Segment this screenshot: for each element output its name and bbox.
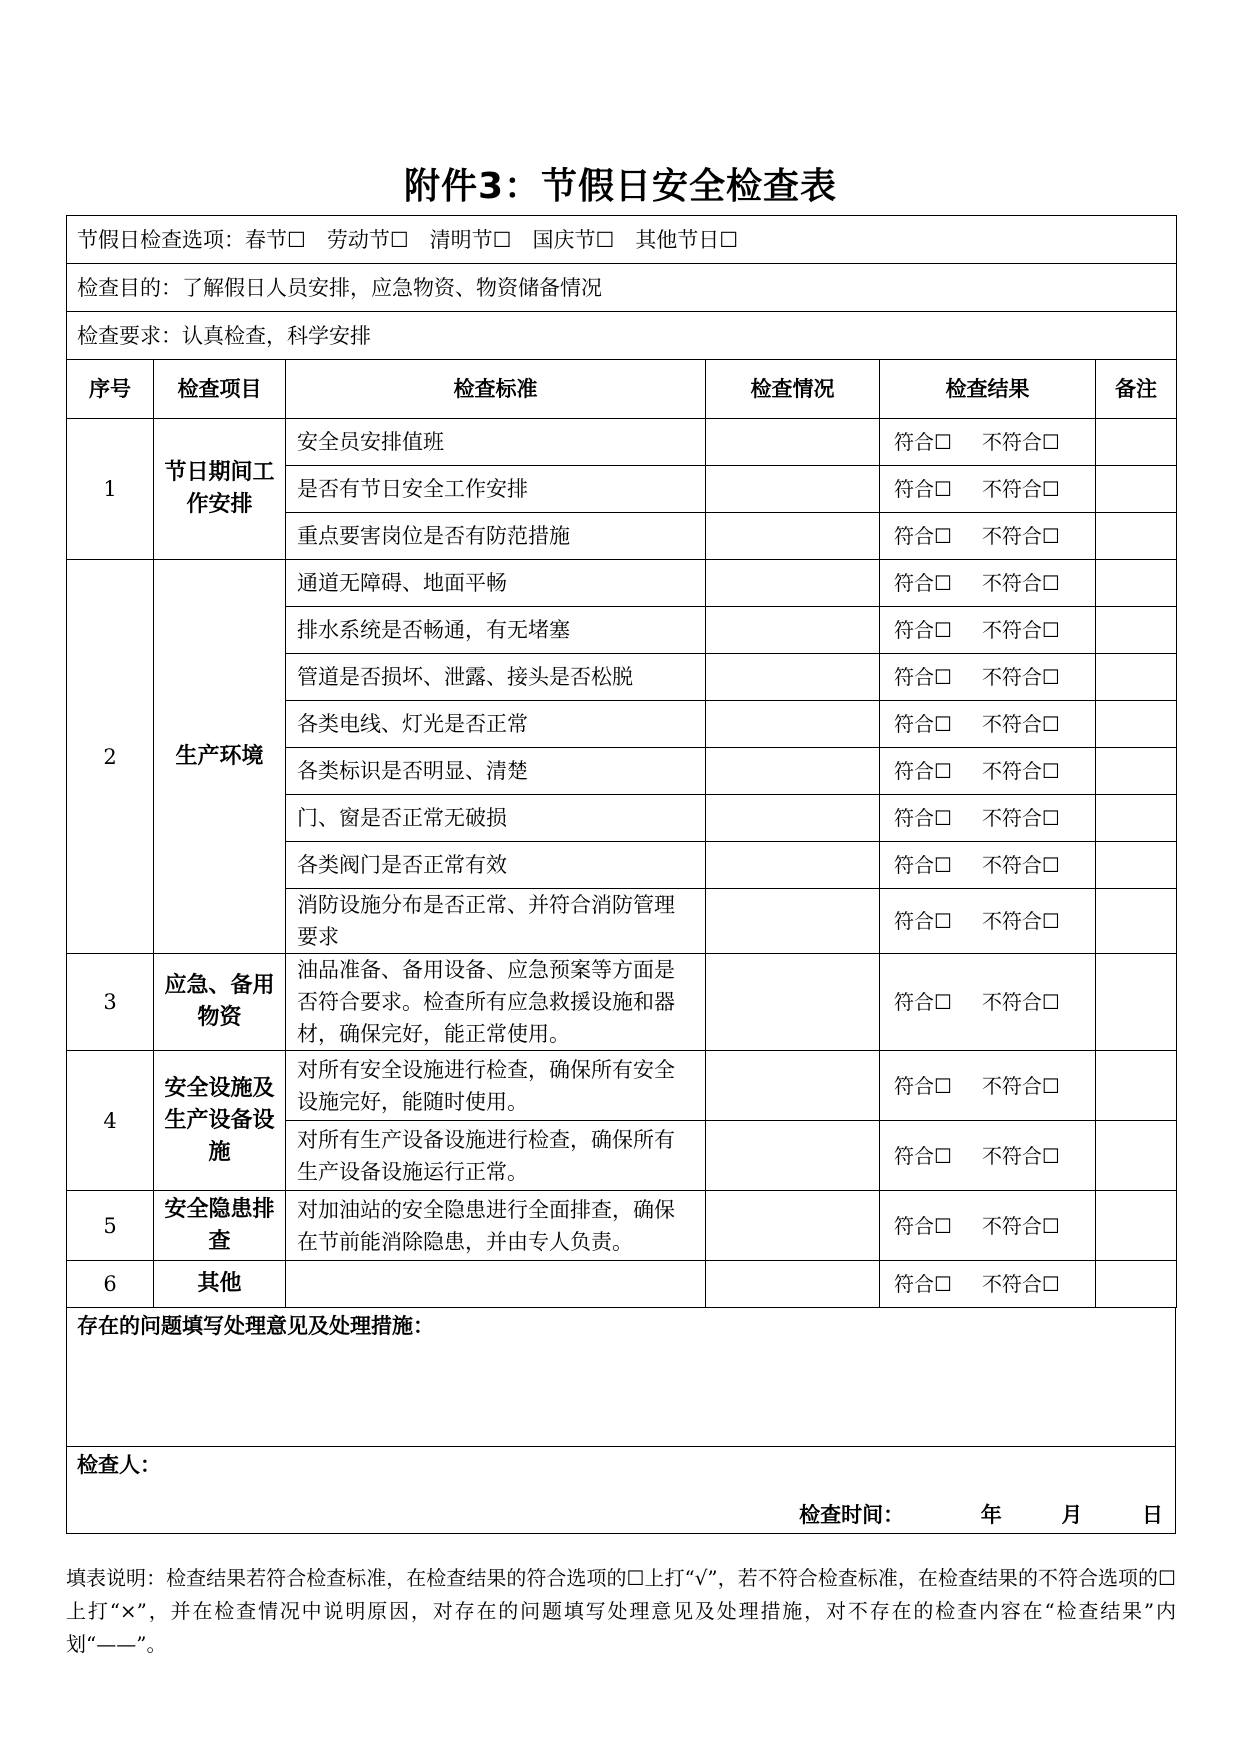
row-standard: 门、窗是否正常无破损 — [286, 795, 706, 842]
row-situation-field[interactable] — [706, 560, 880, 607]
result-ok-checkbox[interactable]: 符合☐ — [894, 712, 952, 736]
table-row — [67, 1261, 1177, 1308]
row-standard: 各类标识是否明显、清楚 — [286, 748, 706, 795]
row-remark-field[interactable] — [1096, 889, 1177, 954]
row-result — [880, 842, 1096, 889]
row-result — [880, 795, 1096, 842]
row-situation-field[interactable] — [706, 1051, 880, 1121]
result-not-ok-checkbox[interactable]: 不符合☐ — [981, 430, 1060, 454]
row-result — [880, 954, 1096, 1051]
row-situation-field[interactable] — [706, 466, 880, 513]
row-situation-field[interactable] — [706, 954, 880, 1051]
row-result — [880, 513, 1096, 560]
result-ok-checkbox[interactable]: 符合☐ — [894, 990, 952, 1014]
row-seq: 4 — [67, 1051, 154, 1191]
row-result — [880, 654, 1096, 701]
inspection-purpose-row: 检查目的：了解假日人员安排，应急物资、物资储备情况 — [67, 264, 1177, 312]
row-seq: 1 — [67, 419, 154, 560]
row-situation-field[interactable] — [706, 513, 880, 560]
result-not-ok-checkbox[interactable]: 不符合☐ — [981, 571, 1060, 595]
problems-field[interactable] — [67, 1307, 1176, 1446]
header-situation: 检查情况 — [706, 360, 880, 419]
result-not-ok-checkbox[interactable]: 不符合☐ — [981, 990, 1060, 1014]
row-result — [880, 607, 1096, 654]
result-ok-checkbox[interactable]: 符合☐ — [894, 853, 952, 877]
result-ok-checkbox[interactable]: 符合☐ — [894, 571, 952, 595]
row-category: 安全设施及生产设备设施 — [154, 1051, 286, 1191]
row-situation-field[interactable] — [706, 1261, 880, 1308]
row-remark-field[interactable] — [1096, 466, 1177, 513]
row-standard: 管道是否损坏、泄露、接头是否松脱 — [286, 654, 706, 701]
table-row — [67, 419, 1177, 466]
header-result: 检查结果 — [880, 360, 1096, 419]
row-result — [880, 1261, 1096, 1308]
inspector-field[interactable] — [67, 1446, 1176, 1533]
row-category: 生产环境 — [154, 560, 286, 954]
result-not-ok-checkbox[interactable]: 不符合☐ — [981, 1073, 1060, 1098]
result-not-ok-checkbox[interactable]: 不符合☐ — [981, 712, 1060, 736]
result-ok-checkbox[interactable]: 符合☐ — [894, 665, 952, 689]
row-situation-field[interactable] — [706, 795, 880, 842]
row-category: 节日期间工作安排 — [154, 419, 286, 560]
inspection-requirement-row: 检查要求：认真检查，科学安排 — [67, 312, 1177, 360]
result-ok-checkbox[interactable]: 符合☐ — [894, 1073, 952, 1098]
row-result — [880, 466, 1096, 513]
row-remark-field[interactable] — [1096, 1191, 1177, 1261]
row-result — [880, 701, 1096, 748]
row-remark-field[interactable] — [1096, 419, 1177, 466]
result-not-ok-checkbox[interactable]: 不符合☐ — [981, 1272, 1060, 1296]
result-ok-checkbox[interactable]: 符合☐ — [894, 759, 952, 783]
row-situation-field[interactable] — [706, 1191, 880, 1261]
row-remark-field[interactable] — [1096, 654, 1177, 701]
row-situation-field[interactable] — [706, 842, 880, 889]
row-situation-field[interactable] — [706, 701, 880, 748]
result-ok-checkbox[interactable]: 符合☐ — [894, 430, 952, 454]
fill-instructions: 填表说明：检查结果若符合检查标准，在检查结果的符合选项的☐上打“√”，若不符合检查标准，在检查结果的不符合选项的☐上打“×”，并在检查情况中说明原因，对存在的问题填写处理意见及处理措施，对不存在的检查内容在“检查结果”内划“——”。 — [66, 1566, 1176, 1656]
inspection-table — [66, 215, 1177, 1308]
result-ok-checkbox[interactable]: 符合☐ — [894, 524, 952, 548]
result-ok-checkbox[interactable]: 符合☐ — [894, 1143, 952, 1168]
row-standard: 各类电线、灯光是否正常 — [286, 701, 706, 748]
row-standard: 安全员安排值班 — [286, 419, 706, 466]
result-ok-checkbox[interactable]: 符合☐ — [894, 1213, 952, 1238]
result-not-ok-checkbox[interactable]: 不符合☐ — [981, 853, 1060, 877]
row-category: 其他 — [154, 1261, 286, 1308]
result-not-ok-checkbox[interactable]: 不符合☐ — [981, 1143, 1060, 1168]
row-standard: 各类阀门是否正常有效 — [286, 842, 706, 889]
row-standard: 通道无障碍、地面平畅 — [286, 560, 706, 607]
row-remark-field[interactable] — [1096, 842, 1177, 889]
row-standard: 对所有生产设备设施进行检查，确保所有生产设备设施运行正常。 — [286, 1121, 706, 1191]
result-not-ok-checkbox[interactable]: 不符合☐ — [981, 806, 1060, 830]
header-standard: 检查标准 — [286, 360, 706, 419]
row-category: 应急、备用物资 — [154, 954, 286, 1051]
day-label: 日 — [1142, 1502, 1163, 1527]
row-category: 安全隐患排查 — [154, 1191, 286, 1261]
inspection-time — [799, 1499, 1163, 1531]
row-standard: 重点要害岗位是否有防范措施 — [286, 513, 706, 560]
holiday-options-row[interactable]: 节假日检查选项：春节☐ 劳动节☐ 清明节☐ 国庆节☐ 其他节日☐ — [67, 216, 1177, 264]
row-remark-field[interactable] — [1096, 1051, 1177, 1121]
row-remark-field[interactable] — [1096, 1121, 1177, 1191]
result-not-ok-checkbox[interactable]: 不符合☐ — [981, 759, 1060, 783]
row-standard: 排水系统是否畅通，有无堵塞 — [286, 607, 706, 654]
row-remark-field[interactable] — [1096, 513, 1177, 560]
result-not-ok-checkbox[interactable]: 不符合☐ — [981, 665, 1060, 689]
row-seq: 6 — [67, 1261, 154, 1308]
row-standard: 消防设施分布是否正常、并符合消防管理要求 — [286, 889, 706, 954]
row-remark-field[interactable] — [1096, 701, 1177, 748]
row-result — [880, 1051, 1096, 1121]
row-result — [880, 889, 1096, 954]
row-remark-field[interactable] — [1096, 954, 1177, 1051]
row-seq: 3 — [67, 954, 154, 1051]
row-seq: 5 — [67, 1191, 154, 1261]
result-ok-checkbox[interactable]: 符合☐ — [894, 1272, 952, 1296]
header-item: 检查项目 — [154, 360, 286, 419]
row-remark-field[interactable] — [1096, 607, 1177, 654]
row-situation-field[interactable] — [706, 607, 880, 654]
footer-table — [66, 1307, 1176, 1534]
result-ok-checkbox[interactable]: 符合☐ — [894, 477, 952, 501]
problems-label: 存在的问题填写处理意见及处理措施： — [77, 1313, 434, 1338]
inspection-sheet — [66, 215, 1176, 1534]
table-row — [67, 560, 1177, 607]
page-title: 附件3：节假日安全检查表 — [403, 166, 838, 207]
result-not-ok-checkbox[interactable]: 不符合☐ — [981, 1213, 1060, 1238]
result-not-ok-checkbox[interactable]: 不符合☐ — [981, 618, 1060, 642]
row-situation-field[interactable] — [706, 654, 880, 701]
row-situation-field[interactable] — [706, 889, 880, 954]
row-standard — [286, 1261, 706, 1308]
row-remark-field[interactable] — [1096, 560, 1177, 607]
table-row — [67, 1191, 1177, 1261]
header-remark: 备注 — [1096, 360, 1177, 419]
row-situation-field[interactable] — [706, 419, 880, 466]
result-not-ok-checkbox[interactable]: 不符合☐ — [981, 909, 1060, 933]
row-result — [880, 560, 1096, 607]
header-seq: 序号 — [67, 360, 154, 419]
row-situation-field[interactable] — [706, 748, 880, 795]
table-row — [67, 1051, 1177, 1121]
row-remark-field[interactable] — [1096, 748, 1177, 795]
result-ok-checkbox[interactable]: 符合☐ — [894, 806, 952, 830]
row-standard: 油品准备、备用设备、应急预案等方面是否符合要求。检查所有应急救援设施和器材，确保完好，能正常使用。 — [286, 954, 706, 1051]
row-standard: 对所有安全设施进行检查，确保所有安全设施完好，能随时使用。 — [286, 1051, 706, 1121]
row-result — [880, 1191, 1096, 1261]
row-result — [880, 1121, 1096, 1191]
row-result — [880, 748, 1096, 795]
inspector-label: 检查人： — [77, 1452, 161, 1477]
row-standard: 是否有节日安全工作安排 — [286, 466, 706, 513]
table-row — [67, 954, 1177, 1051]
row-remark-field[interactable] — [1096, 795, 1177, 842]
year-label: 年 — [980, 1502, 1002, 1527]
result-ok-checkbox[interactable]: 符合☐ — [894, 909, 952, 933]
time-label: 检查时间： — [799, 1502, 905, 1527]
row-seq: 2 — [67, 560, 154, 954]
result-not-ok-checkbox[interactable]: 不符合☐ — [981, 477, 1060, 501]
result-not-ok-checkbox[interactable]: 不符合☐ — [981, 524, 1060, 548]
month-label: 月 — [1061, 1502, 1083, 1527]
row-situation-field[interactable] — [706, 1121, 880, 1191]
row-standard: 对加油站的安全隐患进行全面排查，确保在节前能消除隐患，并由专人负责。 — [286, 1191, 706, 1261]
row-result — [880, 419, 1096, 466]
result-ok-checkbox[interactable]: 符合☐ — [894, 618, 952, 642]
row-remark-field[interactable] — [1096, 1261, 1177, 1308]
